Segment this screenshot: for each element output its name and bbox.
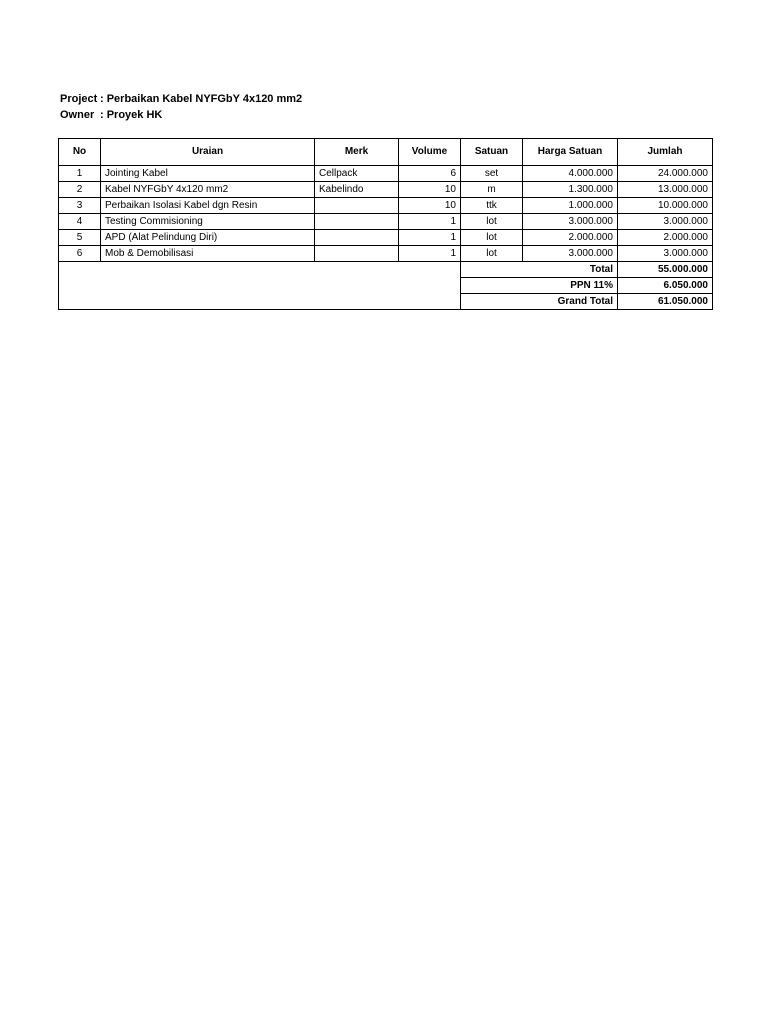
cell-no: 3 [59,198,101,214]
table-row [59,182,713,198]
cell-no: 5 [59,230,101,246]
project-line [60,91,302,107]
cell-uraian: Mob & Demobilisasi [101,246,315,262]
total-label: Total [461,262,618,278]
cell-harga-satuan: 4.000.000 [523,166,618,182]
cell-jumlah: 3.000.000 [618,214,713,230]
cell-jumlah: 13.000.000 [618,182,713,198]
cell-merk [315,214,399,230]
cell-satuan: m [461,182,523,198]
grand-total-label: Grand Total [461,294,618,310]
table-header-row [59,139,713,166]
cost-table [58,138,713,310]
cell-satuan: lot [461,246,523,262]
project-label: Project [60,93,98,105]
cell-jumlah: 24.000.000 [618,166,713,182]
ppn-value: 6.050.000 [618,278,713,294]
column-header-volume: Volume [399,139,461,166]
project-value: : Perbaikan Kabel NYFGbY 4x120 mm2 [100,93,303,105]
owner-label: Owner [60,109,95,121]
cell-jumlah: 3.000.000 [618,246,713,262]
column-header-satuan: Satuan [461,139,523,166]
cell-volume: 1 [399,246,461,262]
cell-volume: 10 [399,198,461,214]
table-row [59,246,713,262]
table-row [59,230,713,246]
cell-uraian: Kabel NYFGbY 4x120 mm2 [101,182,315,198]
cell-merk [315,230,399,246]
cell-merk: Kabelindo [315,182,399,198]
cell-volume: 1 [399,230,461,246]
total-row [59,262,713,278]
cell-harga-satuan: 2.000.000 [523,230,618,246]
ppn-label: PPN 11% [461,278,618,294]
table-row [59,214,713,230]
cell-volume: 1 [399,214,461,230]
summary-blank-area [59,262,461,310]
cell-harga-satuan: 3.000.000 [523,246,618,262]
cell-no: 2 [59,182,101,198]
cell-jumlah: 10.000.000 [618,198,713,214]
cell-merk [315,198,399,214]
document-header [60,91,302,123]
cell-satuan: lot [461,230,523,246]
cell-merk [315,246,399,262]
owner-value: : Proyek HK [100,109,163,121]
cell-uraian: Jointing Kabel [101,166,315,182]
table-row [59,198,713,214]
cell-merk: Cellpack [315,166,399,182]
cell-satuan: set [461,166,523,182]
cell-volume: 10 [399,182,461,198]
cell-uraian: Perbaikan Isolasi Kabel dgn Resin [101,198,315,214]
cell-uraian: APD (Alat Pelindung Diri) [101,230,315,246]
cell-uraian: Testing Commisioning [101,214,315,230]
cell-satuan: ttk [461,198,523,214]
column-header-jumlah: Jumlah [618,139,713,166]
column-header-uraian: Uraian [101,139,315,166]
total-value: 55.000.000 [618,262,713,278]
column-header-merk: Merk [315,139,399,166]
cell-volume: 6 [399,166,461,182]
column-header-no: No [59,139,101,166]
cell-no: 4 [59,214,101,230]
cell-no: 1 [59,166,101,182]
owner-line [60,107,302,123]
cell-harga-satuan: 1.000.000 [523,198,618,214]
cell-jumlah: 2.000.000 [618,230,713,246]
grand-total-value: 61.050.000 [618,294,713,310]
cell-no: 6 [59,246,101,262]
table-row [59,166,713,182]
column-header-harga-satuan: Harga Satuan [523,139,618,166]
cell-harga-satuan: 1.300.000 [523,182,618,198]
cell-harga-satuan: 3.000.000 [523,214,618,230]
cell-satuan: lot [461,214,523,230]
